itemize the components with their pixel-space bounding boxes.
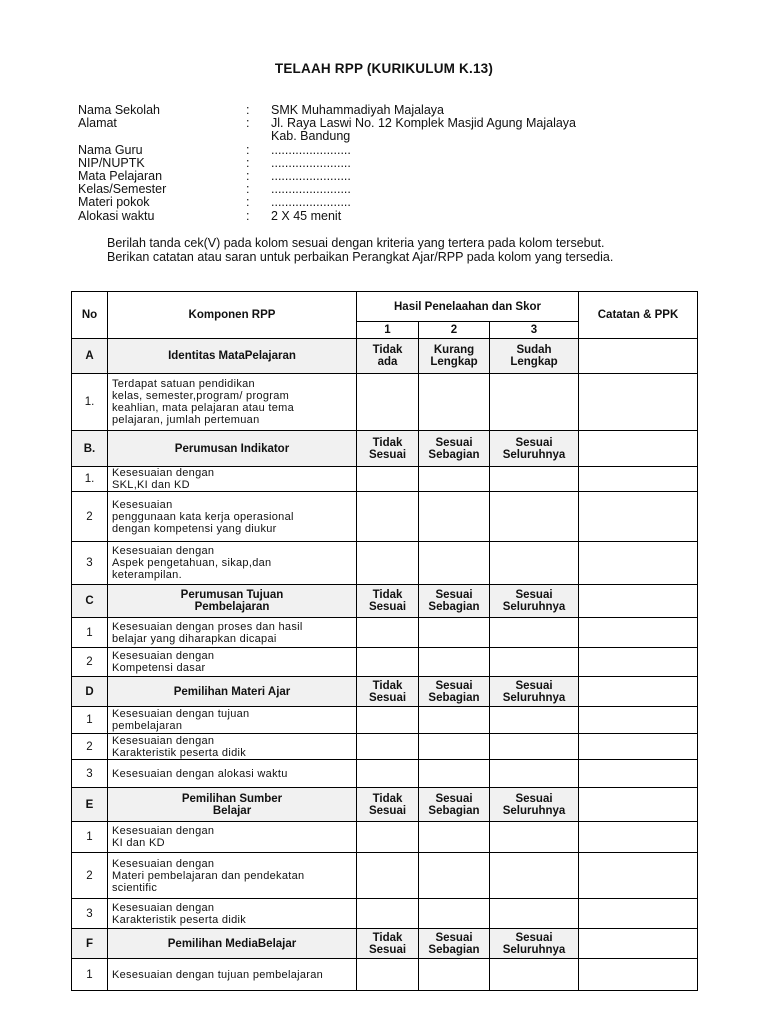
catatan-cell xyxy=(579,374,698,431)
score-cell-3 xyxy=(490,853,579,899)
score-cell-1 xyxy=(357,492,419,542)
table-row xyxy=(72,648,698,677)
catatan-cell xyxy=(579,585,698,618)
info-label: NIP/NUPTK xyxy=(78,155,145,170)
info-label: Kelas/Semester xyxy=(78,182,167,197)
section-row xyxy=(72,585,698,618)
score-cell-1 xyxy=(357,899,419,929)
item-no: 1. xyxy=(72,467,108,492)
info-value: ....................... xyxy=(271,169,351,184)
score-cell-3 xyxy=(490,467,579,492)
section-row xyxy=(72,929,698,959)
score-cell-3 xyxy=(490,707,579,734)
info-row xyxy=(78,130,576,143)
catatan-cell xyxy=(579,853,698,899)
score-cell-3 xyxy=(490,734,579,760)
catatan-cell xyxy=(579,822,698,853)
header-score-1: 1 xyxy=(357,322,419,339)
catatan-cell xyxy=(579,542,698,585)
section-label: Pemilihan MediaBelajar xyxy=(108,929,357,959)
score-cell-3 xyxy=(490,374,579,431)
catatan-cell xyxy=(579,677,698,707)
item-text: Kesesuaian dengan Aspek pengetahuan, sikap,dan keterampilan. xyxy=(108,542,357,585)
score-cell-2 xyxy=(419,760,490,788)
item-text: Kesesuaian penggunaan kata kerja operasional dengan kompetensi yang diukur xyxy=(108,492,357,542)
item-no: 3 xyxy=(72,899,108,929)
section-label: Perumusan Indikator xyxy=(108,431,357,467)
section-no: D xyxy=(72,677,108,707)
item-text: Kesesuaian dengan Karakteristik peserta didik xyxy=(108,899,357,929)
score-cell-3 xyxy=(490,760,579,788)
score-criteria-3: Sesuai Seluruhnya xyxy=(490,585,579,618)
header-score-2: 2 xyxy=(419,322,490,339)
score-cell-1 xyxy=(357,648,419,677)
score-criteria-3: Sesuai Seluruhnya xyxy=(490,788,579,822)
catatan-cell xyxy=(579,899,698,929)
score-cell-2 xyxy=(419,959,490,991)
catatan-cell xyxy=(579,929,698,959)
catatan-cell xyxy=(579,760,698,788)
info-label: Nama Guru xyxy=(78,142,143,157)
score-criteria-3: Sudah Lengkap xyxy=(490,339,579,374)
item-text: Kesesuaian dengan tujuan pembelajaran xyxy=(108,707,357,734)
score-criteria-2: Sesuai Sebagian xyxy=(419,929,490,959)
section-no: B. xyxy=(72,431,108,467)
info-label: Nama Sekolah xyxy=(78,103,160,117)
info-separator xyxy=(246,130,271,143)
section-label: Perumusan Tujuan Pembelajaran xyxy=(108,585,357,618)
item-text: Kesesuaian dengan SKL,KI dan KD xyxy=(108,467,357,492)
score-cell-3 xyxy=(490,648,579,677)
review-table xyxy=(71,291,698,991)
score-cell-3 xyxy=(490,542,579,585)
table-row xyxy=(72,899,698,929)
section-row xyxy=(72,339,698,374)
table-row xyxy=(72,492,698,542)
score-cell-1 xyxy=(357,959,419,991)
catatan-cell xyxy=(579,734,698,760)
info-row xyxy=(78,144,576,157)
instruction-line: Berilah tanda cek(V) pada kolom sesuai dengan kriteria yang tertera pada kolom tersebut. xyxy=(107,236,605,250)
score-cell-2 xyxy=(419,467,490,492)
header-no: No xyxy=(72,292,108,339)
instructions xyxy=(107,236,613,264)
section-no: A xyxy=(72,339,108,374)
score-cell-1 xyxy=(357,467,419,492)
info-label: Mata Pelajaran xyxy=(78,169,163,184)
info-value: Kab. Bandung xyxy=(271,129,351,144)
item-no: 2 xyxy=(72,492,108,542)
score-criteria-1: Tidak Sesuai xyxy=(357,677,419,707)
section-row xyxy=(72,431,698,467)
score-cell-1 xyxy=(357,618,419,648)
item-no: 2 xyxy=(72,853,108,899)
score-cell-2 xyxy=(419,822,490,853)
score-cell-1 xyxy=(357,542,419,585)
info-row xyxy=(78,196,576,209)
info-separator: : xyxy=(246,142,250,157)
score-cell-2 xyxy=(419,648,490,677)
item-text: Kesesuaian dengan Karakteristik peserta didik xyxy=(108,734,357,760)
table-row xyxy=(72,707,698,734)
score-criteria-1: Tidak Sesuai xyxy=(357,788,419,822)
item-no: 3 xyxy=(72,542,108,585)
item-text: Kesesuaian dengan Kompetensi dasar xyxy=(108,648,357,677)
score-cell-1 xyxy=(357,707,419,734)
table-row xyxy=(72,618,698,648)
item-no: 3 xyxy=(72,760,108,788)
info-separator: : xyxy=(246,208,250,223)
item-no: 1 xyxy=(72,822,108,853)
catatan-cell xyxy=(579,959,698,991)
header-catatan: Catatan & PPK xyxy=(579,292,698,339)
score-criteria-1: Tidak Sesuai xyxy=(357,585,419,618)
info-separator: : xyxy=(246,116,250,131)
info-label: Materi pokok xyxy=(78,195,150,210)
catatan-cell xyxy=(579,707,698,734)
header-score-3: 3 xyxy=(490,322,579,339)
instruction-line: Berikan catatan atau saran untuk perbaikan Perangkat Ajar/RPP pada kolom yang tersedia. xyxy=(107,250,614,264)
item-text: Terdapat satuan pendidikan kelas, semester,program/ program keahlian, mata pelajaran atau tema pelajaran, jumlah pertemuan xyxy=(108,374,357,431)
catatan-cell xyxy=(579,339,698,374)
info-value: ....................... xyxy=(271,182,351,197)
section-row xyxy=(72,788,698,822)
catatan-cell xyxy=(579,648,698,677)
info-separator: : xyxy=(246,182,250,197)
table-row xyxy=(72,542,698,585)
score-cell-2 xyxy=(419,853,490,899)
score-cell-3 xyxy=(490,899,579,929)
score-criteria-2: Kurang Lengkap xyxy=(419,339,490,374)
info-row xyxy=(78,210,576,223)
header-komponen: Komponen RPP xyxy=(108,292,357,339)
score-criteria-2: Sesuai Sebagian xyxy=(419,431,490,467)
info-value: ....................... xyxy=(271,195,351,210)
table-row xyxy=(72,822,698,853)
score-criteria-1: Tidak Sesuai xyxy=(357,431,419,467)
item-no: 1 xyxy=(72,959,108,991)
info-value: 2 X 45 menit xyxy=(271,208,342,223)
info-value: Jl. Raya Laswi No. 12 Komplek Masjid Agung Majalaya xyxy=(271,116,577,131)
table-row xyxy=(72,760,698,788)
score-criteria-2: Sesuai Sebagian xyxy=(419,585,490,618)
info-label xyxy=(78,130,246,143)
table-row xyxy=(72,467,698,492)
score-cell-2 xyxy=(419,899,490,929)
info-value: SMK Muhammadiyah Majalaya xyxy=(271,103,444,117)
score-cell-2 xyxy=(419,707,490,734)
score-criteria-1: Tidak ada xyxy=(357,339,419,374)
section-no: F xyxy=(72,929,108,959)
score-cell-3 xyxy=(490,492,579,542)
section-no: C xyxy=(72,585,108,618)
document-title: TELAAH RPP (KURIKULUM K.13) xyxy=(274,61,494,76)
score-cell-3 xyxy=(490,822,579,853)
score-cell-1 xyxy=(357,853,419,899)
catatan-cell xyxy=(579,492,698,542)
section-row xyxy=(72,677,698,707)
item-no: 2 xyxy=(72,734,108,760)
score-cell-2 xyxy=(419,374,490,431)
item-text: Kesesuaian dengan proses dan hasil belajar yang diharapkan dicapai xyxy=(108,618,357,648)
item-text: Kesesuaian dengan Materi pembelajaran dan pendekatan scientific xyxy=(108,853,357,899)
section-label: Identitas MataPelajaran xyxy=(108,339,357,374)
item-text: Kesesuaian dengan KI dan KD xyxy=(108,822,357,853)
score-cell-1 xyxy=(357,374,419,431)
section-label: Pemilihan Materi Ajar xyxy=(108,677,357,707)
catatan-cell xyxy=(579,618,698,648)
score-criteria-1: Tidak Sesuai xyxy=(357,929,419,959)
item-no: 1 xyxy=(72,618,108,648)
score-criteria-2: Sesuai Sebagian xyxy=(419,677,490,707)
info-separator: : xyxy=(246,195,250,210)
info-separator: : xyxy=(246,169,250,184)
item-text: Kesesuaian dengan alokasi waktu xyxy=(108,760,357,788)
section-label: Pemilihan Sumber Belajar xyxy=(108,788,357,822)
catatan-cell xyxy=(579,431,698,467)
info-label: Alamat xyxy=(78,116,117,131)
school-info xyxy=(78,104,576,223)
score-criteria-3: Sesuai Seluruhnya xyxy=(490,677,579,707)
score-criteria-3: Sesuai Seluruhnya xyxy=(490,929,579,959)
score-cell-2 xyxy=(419,734,490,760)
score-cell-3 xyxy=(490,959,579,991)
score-cell-2 xyxy=(419,618,490,648)
score-cell-2 xyxy=(419,492,490,542)
item-no: 1. xyxy=(72,374,108,431)
table-row xyxy=(72,734,698,760)
score-criteria-2: Sesuai Sebagian xyxy=(419,788,490,822)
item-no: 1 xyxy=(72,707,108,734)
item-text: Kesesuaian dengan tujuan pembelajaran xyxy=(108,959,357,991)
section-no: E xyxy=(72,788,108,822)
info-value: ....................... xyxy=(271,142,351,157)
info-separator: : xyxy=(246,155,250,170)
score-criteria-3: Sesuai Seluruhnya xyxy=(490,431,579,467)
info-value: ....................... xyxy=(271,155,351,170)
score-cell-1 xyxy=(357,760,419,788)
score-cell-1 xyxy=(357,734,419,760)
score-cell-1 xyxy=(357,822,419,853)
item-no: 2 xyxy=(72,648,108,677)
catatan-cell xyxy=(579,788,698,822)
info-label: Alokasi waktu xyxy=(78,208,155,223)
header-hasil: Hasil Penelaahan dan Skor xyxy=(357,292,579,322)
score-cell-2 xyxy=(419,542,490,585)
table-row xyxy=(72,853,698,899)
catatan-cell xyxy=(579,467,698,492)
table-row xyxy=(72,959,698,991)
info-separator: : xyxy=(246,103,250,117)
score-cell-3 xyxy=(490,618,579,648)
table-row xyxy=(72,374,698,431)
